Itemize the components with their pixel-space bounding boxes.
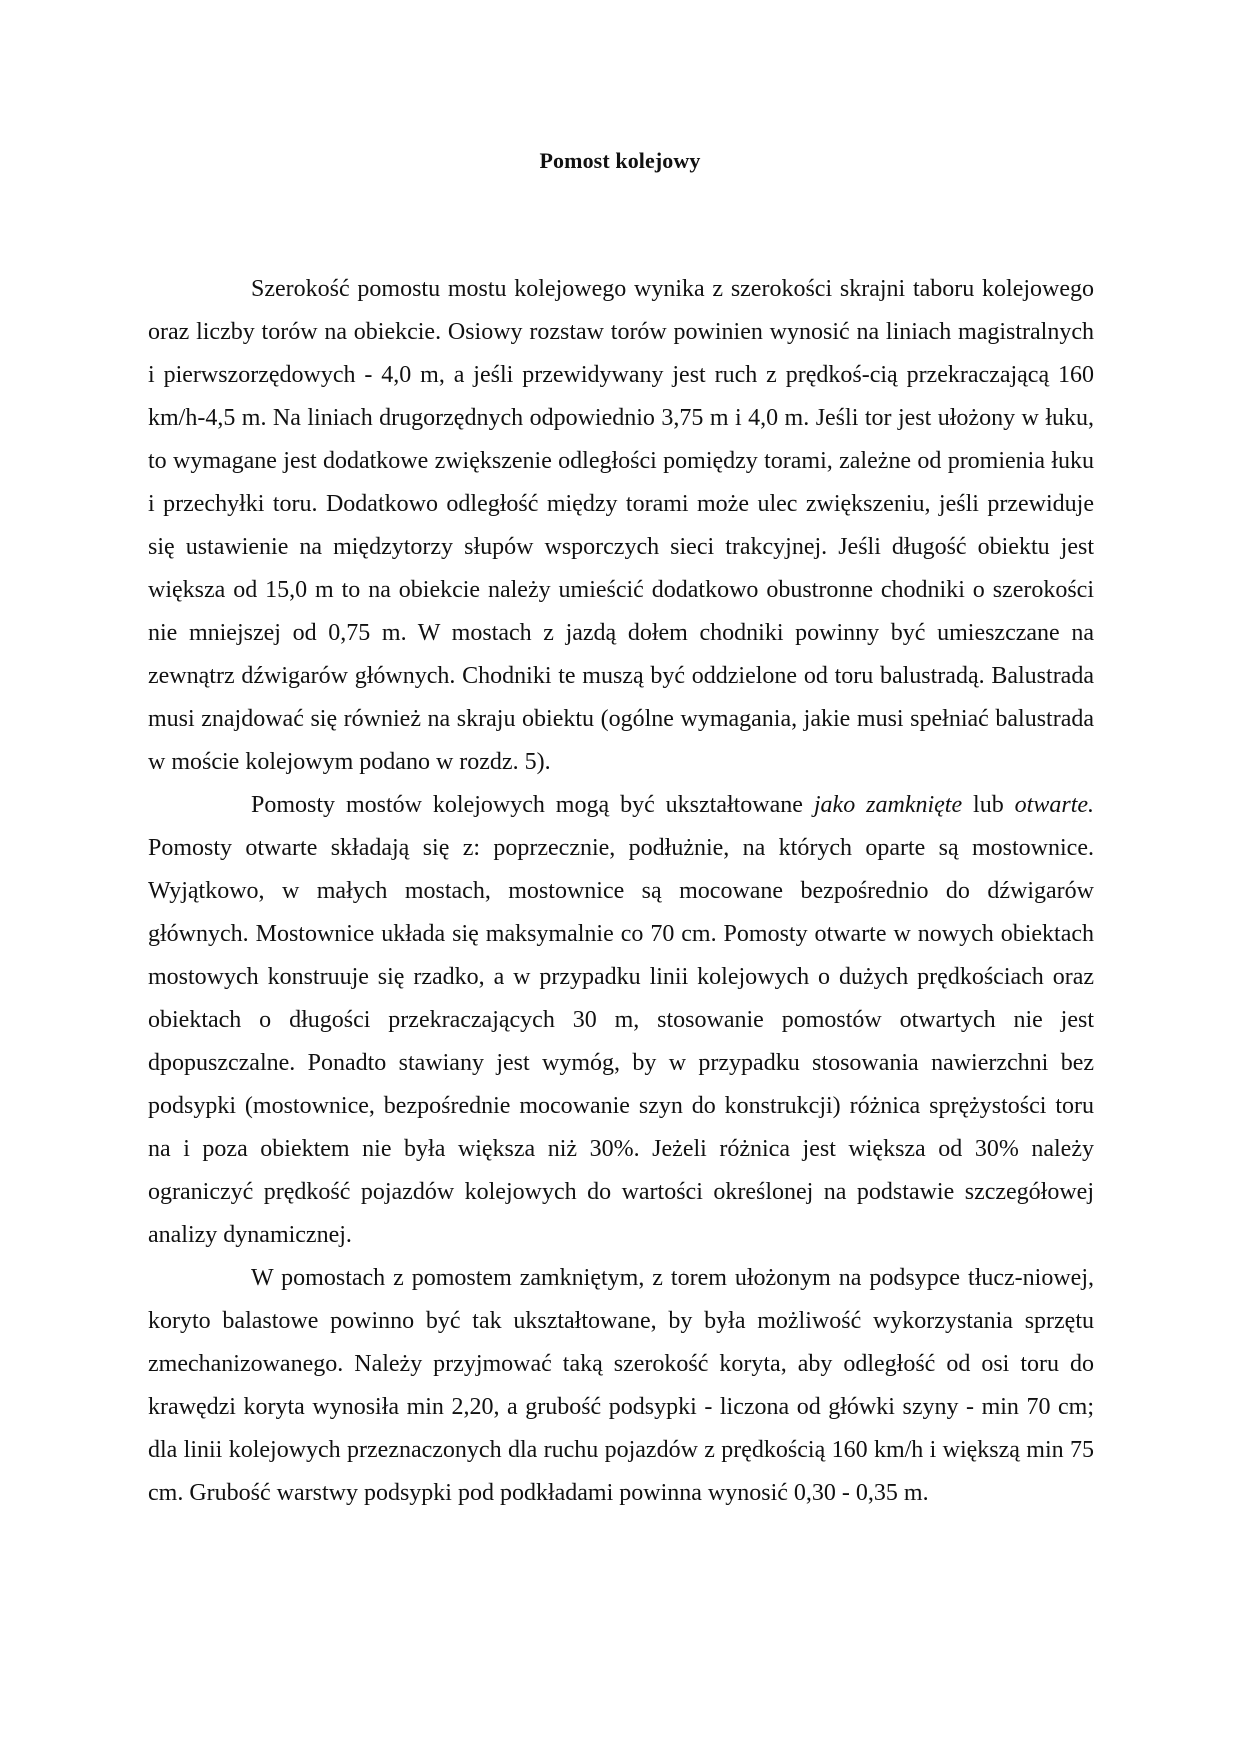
paragraph-2-italic-closed: jako zamknięte (813, 792, 963, 818)
document-title: Pomost kolejowy (539, 148, 701, 173)
paragraph-2 (148, 784, 1094, 1257)
paragraph-1: Szerokość pomostu mostu kolejowego wynika z szerokości skrajni taboru kolejowego oraz liczby torów na obiekcie. Osiowy rozstaw torów powinien wynosić na liniach magistralnych i pierwszorzędowych - 4,0 m, a jeśli przewidywany jest ruch z prędkoś-cią przekraczającą 160 km/h-4,5 m. Na liniach drugorzędnych odpowiednio 3,75 m i 4,0 m. Jeśli tor jest ułożony w łuku, to wymagane jest dodatkowe zwiększenie odległości pomiędzy torami, zależne od promienia łuku i przechyłki toru. Dodatkowo odległość między torami może ulec zwiększeniu, jeśli przewiduje się ustawienie na międzytorzy słupów wsporczych sieci trakcyjnej. Jeśli długość obiektu jest większa od 15,0 m to na obiekcie należy umieścić dodatkowo obustronne chodniki o szerokości nie mniejszej od 0,75 m. W mostach z jazdą dołem chodniki powinny być umieszczane na zewnątrz dźwigarów głównych. Chodniki te muszą być oddzielone od toru balustradą. Balustrada musi znajdować się również na skraju obiektu (ogólne wymagania, jakie musi spełniać balustrada w moście kolejowym podano w rozdz. 5). (148, 276, 1094, 775)
paragraph-3: W pomostach z pomostem zamkniętym, z torem ułożonym na podsypce tłucz-niowej, koryto balastowe powinno być tak ukształtowane, by była możliwość wykorzystania sprzętu zmechanizowanego. Należy przyjmować taką szerokość koryta, aby odległość od osi toru do krawędzi koryta wynosiła min 2,20, a grubość podsypki - liczona od główki szyny - min 70 cm; dla linii kolejowych przeznaczonych dla ruchu pojazdów z prędkością 160 km/h i większą min 75 cm. Grubość warstwy podsypki pod podkładami powinna wynosić 0,30 - 0,35 m. (148, 1265, 1094, 1506)
paragraph-2-rest: Pomosty otwarte składają się z: poprzecznie, podłużnie, na których oparte są mostownice. Wyjątkowo, w małych mostach, mostownice są mocowane bezpośrednio do dźwigarów głównych. Mostownice układa się maksymalnie co 70 cm. Pomosty otwarte w nowych obiektach mostowych konstruuje się rzadko, a w przypadku linii kolejowych o dużych prędkościach oraz obiektach o długości przekraczających 30 m, stosowanie pomostów otwartych nie jest dpopuszczalne. Ponadto stawiany jest wymóg, by w przypadku stosowania nawierzchni bez podsypki (mostownice, bezpośrednie mocowanie szyn do konstrukcji) różnica sprężystości toru na i poza obiektem nie była większa niż 30%. Jeżeli różnica jest większa od 30% należy ograniczyć prędkość pojazdów kolejowych do wartości określonej na podstawie szczegółowej analizy dynamicznej. (148, 835, 1094, 1248)
paragraph-2-italic-open: otwarte. (1014, 792, 1095, 818)
paragraph-2-conjunction: lub (962, 792, 1015, 818)
paragraph-2-lead: Pomosty mostów kolejowych mogą być ukształtowane (251, 792, 814, 818)
document-body (148, 268, 1094, 1515)
